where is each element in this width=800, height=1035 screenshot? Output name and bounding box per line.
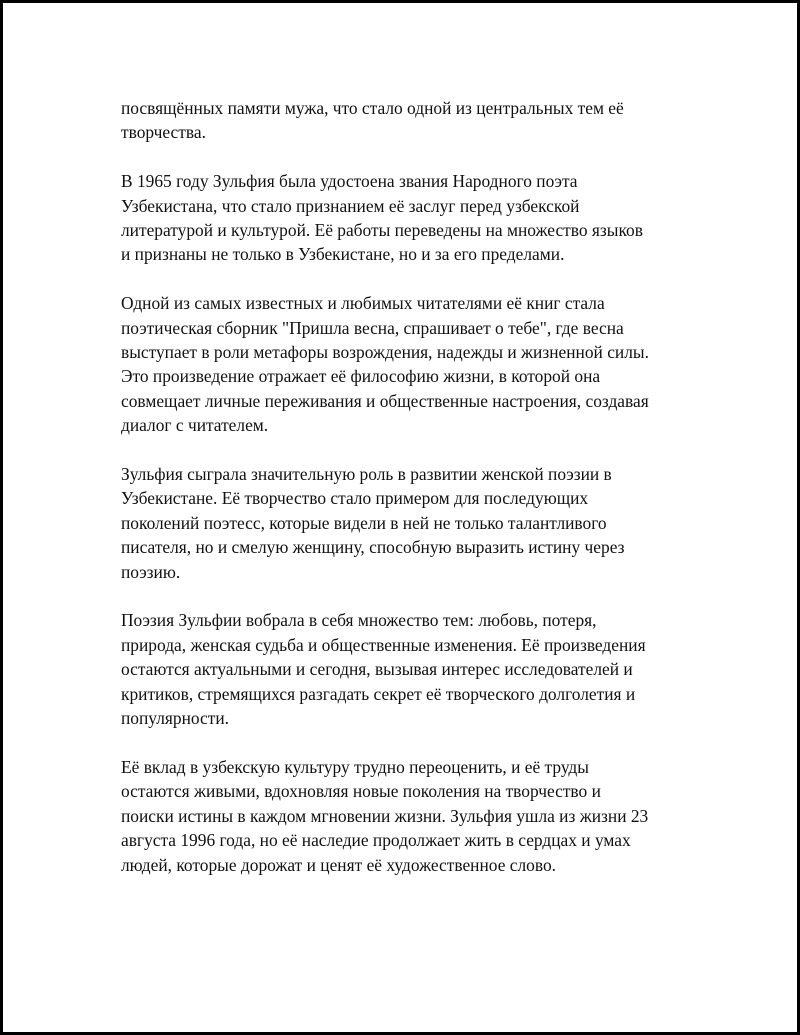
paragraph [121,755,691,877]
text-line: Узбекистане. Её творчество стало примером для последующих [121,488,589,509]
text-line: Узбекистана, что стало признанием её заслуг перед узбекской [121,195,580,216]
text-line: критиков, стремящихся разгадать секрет её творческого долголетия и [121,683,636,704]
text-line: людей, которые дорожат и ценят её художественное слово. [121,854,556,875]
text-line: посвящённых памяти мужа, что стало одной из центральных тем её [121,98,624,118]
paragraph [121,169,691,267]
text-line: Поэзия Зульфии вобрала в себя множество тем: любовь, потеря, [121,610,597,631]
text-line: писателя, но и смелую женщину, способную выразить истину через [121,537,625,558]
text-line: поэтическая сборник "Пришла весна, спрашивает о тебе", где весна [121,317,624,338]
text-line: природа, женская судьба и общественные изменения. Её произведения [121,634,646,655]
paragraph [121,608,691,730]
text-line: остаются актуальными и сегодня, вызывая интерес исследователей и [121,659,633,680]
text-line: Это произведение отражает её философию жизни, в которой она [121,366,601,387]
text-line: и признаны не только в Узбекистане, но и за его пределами. [121,244,565,265]
text-line: остаются живыми, вдохновляя новые поколения на творчество и [121,781,601,802]
text-line: литературой и культурой. Её работы переведены на множество языков [121,220,643,241]
text-line: Одной из самых известных и любимых читателями её книг стала [121,293,605,314]
text-line: поколений поэтесс, которые видели в ней не только талантливого [121,512,607,533]
text-line: совмещает личные переживания и общественные настроения, создавая [121,390,649,411]
paragraph [121,291,691,437]
paragraph [121,462,691,584]
text-line: Её вклад в узбекскую культуру трудно переоценить, и её труды [121,756,589,777]
document-body [121,96,691,901]
text-line: выступает в роли метафоры возрождения, надежды и жизненной силы. [121,342,649,363]
text-line: творчества. [121,122,206,143]
text-line: поэзию. [121,561,181,582]
text-line: популярности. [121,708,230,729]
paragraph [121,96,691,145]
text-line: поиски истины в каждом мгновении жизни. Зульфия ушла из жизни 23 [121,805,649,826]
text-line: диалог с читателем. [121,415,269,436]
text-line: В 1965 году Зульфия была удостоена звания Народного поэта [121,171,578,192]
text-line: Зульфия сыграла значительную роль в развитии женской поэзии в [121,464,612,485]
text-line: августа 1996 года, но её наследие продолжает жить в сердцах и умах [121,830,631,851]
